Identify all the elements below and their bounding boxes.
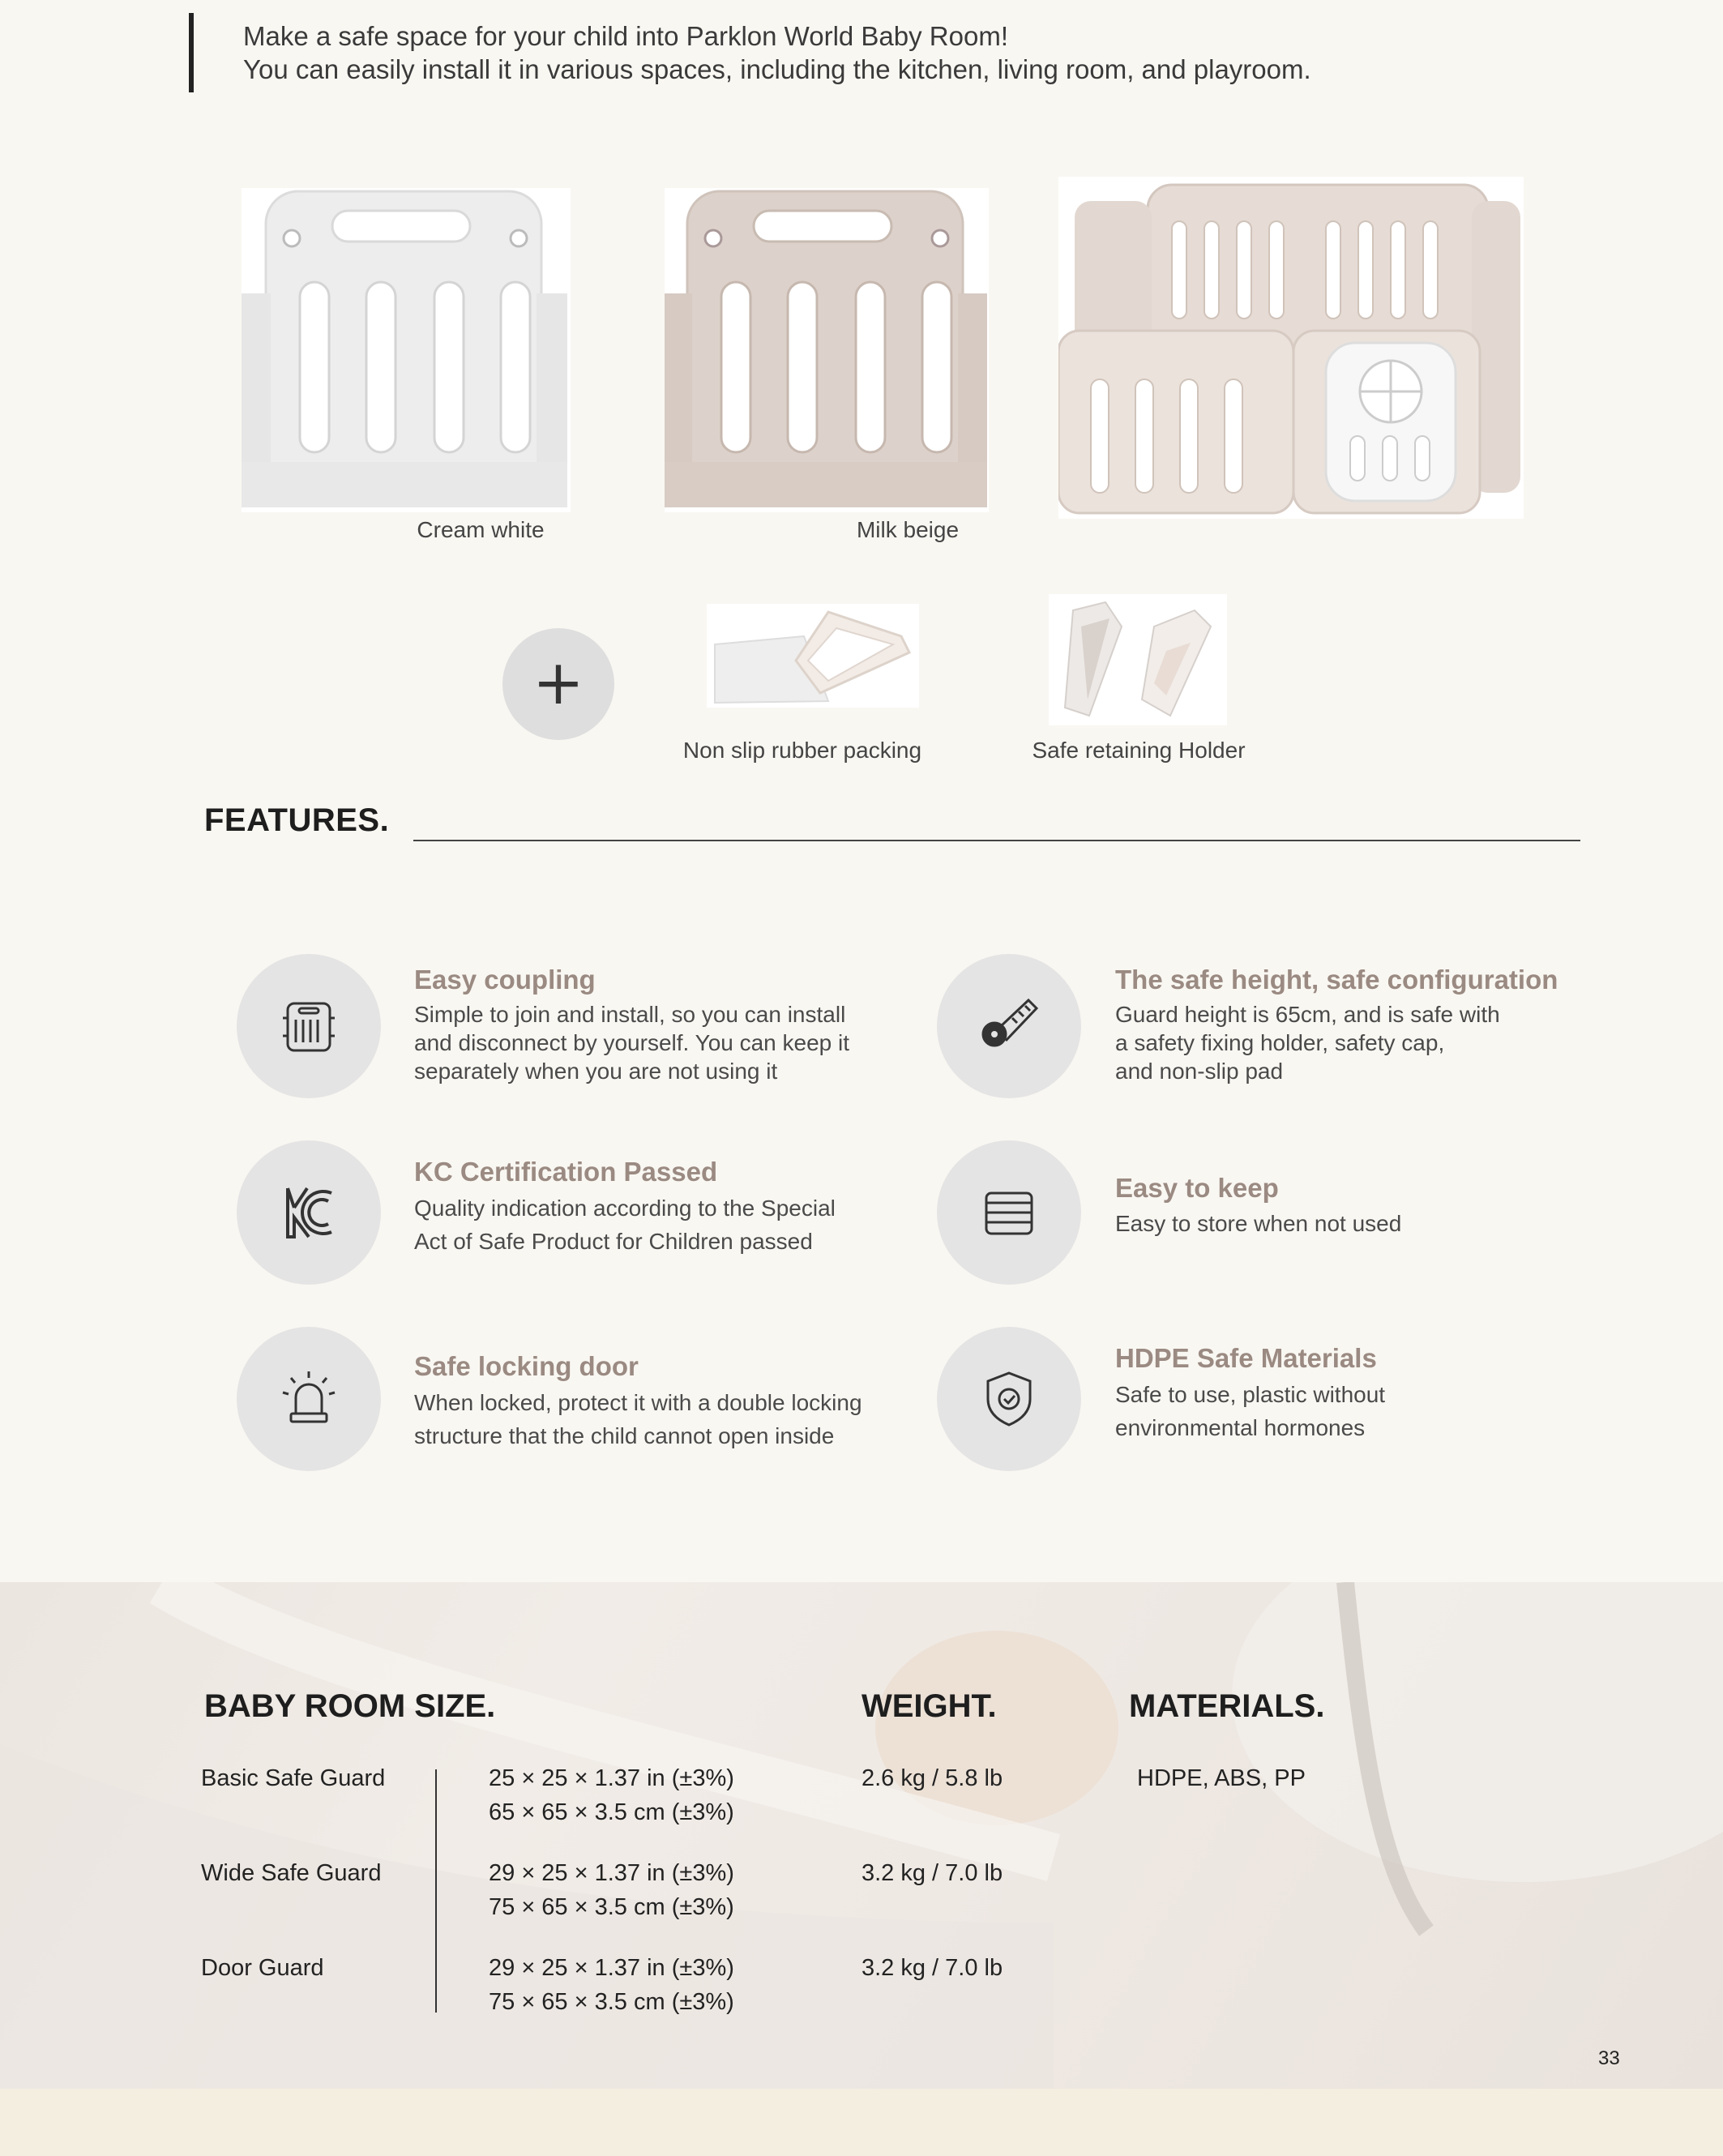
intro-accent-bar (189, 13, 194, 92)
stack-icon (977, 1180, 1041, 1245)
feature-icon-circle (937, 954, 1081, 1098)
shield-check-icon (977, 1367, 1041, 1431)
feature-icon-circle (237, 1140, 381, 1285)
feature-desc-safe-locking-door: When locked, protect it with a double locking structure that the child cannot open inside (414, 1390, 862, 1448)
spec-weight-door: 3.2 kg / 7.0 lb (862, 1955, 1003, 1981)
accessory-caption-retaining-holder: Safe retaining Holder (1032, 738, 1246, 763)
page-number: 33 (1598, 2047, 1620, 2069)
feature-icon-circle (237, 954, 381, 1098)
intro-line-2: You can easily install it in various spaces, including the kitchen, living room, and playroom. (243, 54, 1311, 84)
spec-size-door: 29 × 25 × 1.37 in (±3%) 75 × 65 × 3.5 cm (±3%) (489, 1955, 734, 2015)
feature-title-easy-to-keep: Easy to keep (1115, 1173, 1279, 1203)
features-heading: FEATURES. (204, 802, 390, 838)
feature-desc-easy-coupling: Simple to join and install, so you can install and disconnect by yourself. You can keep it separately when you are not using it (414, 1002, 850, 1084)
assembled-baby-room-image (1058, 177, 1524, 519)
weight-heading: WEIGHT. (862, 1688, 997, 1724)
kc-mark-icon (276, 1180, 341, 1245)
spec-materials: HDPE, ABS, PP (1137, 1765, 1306, 1791)
feature-desc-kc-certification: Quality indication according to the Special Act of Safe Product for Children passed (414, 1196, 836, 1254)
feature-icon-circle (237, 1327, 381, 1471)
spec-weight-wide: 3.2 kg / 7.0 lb (862, 1860, 1003, 1886)
baby-room-size-heading: BABY ROOM SIZE. (204, 1688, 496, 1724)
plus-circle (502, 628, 614, 740)
panel-icon (276, 994, 341, 1059)
footer-band (0, 2089, 1723, 2156)
alarm-light-icon (276, 1367, 341, 1431)
feature-desc-easy-to-keep: Easy to store when not used (1115, 1211, 1402, 1236)
milk-beige-panel-image (665, 188, 989, 512)
feature-title-kc-certification: KC Certification Passed (414, 1157, 718, 1187)
retaining-holder-drawing (1049, 594, 1227, 725)
spec-size-wide: 29 × 25 × 1.37 in (±3%) 75 × 65 × 3.5 cm (±3%) (489, 1860, 734, 1920)
materials-heading: MATERIALS. (1129, 1688, 1325, 1724)
feature-desc-hdpe-materials: Safe to use, plastic without environmental hormones (1115, 1382, 1386, 1440)
tape-measure-icon (977, 994, 1041, 1059)
accessory-caption-rubber-packing: Non slip rubber packing (682, 738, 922, 763)
cream-white-panel-drawing (242, 188, 571, 512)
feature-title-easy-coupling: Easy coupling (414, 965, 596, 995)
milk-beige-panel-drawing (665, 188, 989, 512)
spec-divider (435, 1769, 437, 2013)
cream-white-panel-image (242, 188, 571, 512)
rubber-packing-drawing (707, 604, 919, 708)
feature-title-hdpe-materials: HDPE Safe Materials (1115, 1343, 1377, 1373)
plus-symbol: + (532, 646, 584, 718)
intro-text (243, 19, 1311, 86)
spec-weight-basic: 2.6 kg / 5.8 lb (862, 1765, 1003, 1791)
intro-line-1: Make a safe space for your child into Parklon World Baby Room! (243, 21, 1008, 51)
specs-background-photo (0, 1582, 1723, 2089)
feature-title-safe-height: The safe height, safe configuration (1115, 965, 1558, 995)
feature-icon-circle (937, 1327, 1081, 1471)
spec-label-basic: Basic Safe Guard (201, 1765, 386, 1791)
feature-icon-circle (937, 1140, 1081, 1285)
product-caption-cream-white: Cream white (417, 517, 545, 542)
background-photo-drawing (0, 1582, 1723, 2089)
features-divider (413, 840, 1580, 841)
spec-label-wide: Wide Safe Guard (201, 1860, 382, 1886)
spec-size-basic: 25 × 25 × 1.37 in (±3%) 65 × 65 × 3.5 cm (±3%) (489, 1765, 734, 1825)
assembled-baby-room-drawing (1058, 177, 1524, 519)
non-slip-rubber-packing-image (707, 604, 919, 708)
safe-retaining-holder-image (1049, 594, 1227, 725)
product-caption-milk-beige: Milk beige (856, 517, 960, 542)
feature-title-safe-locking-door: Safe locking door (414, 1351, 639, 1381)
feature-desc-safe-height: Guard height is 65cm, and is safe with a safety fixing holder, safety cap, and non-slip pad (1115, 1002, 1500, 1084)
spec-label-door: Door Guard (201, 1955, 324, 1981)
